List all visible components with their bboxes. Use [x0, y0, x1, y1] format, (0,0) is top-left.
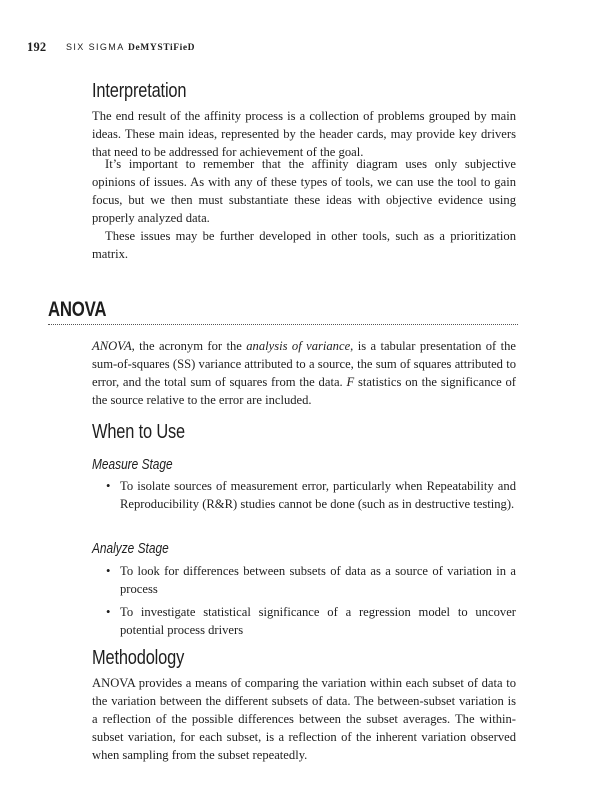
section-divider — [48, 324, 518, 325]
list-item — [92, 477, 516, 513]
anova-intro-paragraph — [92, 337, 516, 409]
anova-intro-b: , is a tabular presentation of the sum-of-squares (SS) variance attributed to a source, the sum of squares attributed to error, and the total sum of squares from the data. — [92, 339, 517, 389]
analyze-stage-list — [92, 562, 516, 639]
list-item-text: To investigate statistical significance of a regression model to uncover potential process drivers — [120, 605, 516, 637]
interpretation-paragraph-2 — [92, 155, 516, 227]
anova-intro-italic: analysis of variance — [246, 339, 351, 353]
list-item — [92, 603, 516, 639]
interpretation-paragraph-1: The end result of the affinity process is a collection of problems grouped by main ideas. These main ideas, represented by the header cards, may provide key drivers that need to be addressed for achievement of the goal. — [92, 109, 516, 159]
bullet-icon: • — [106, 564, 111, 578]
list-item-text: To isolate sources of measurement error, particularly when Repeatability and Reproducibility (R&R) studies cannot be done (such as in destructive testing). — [120, 479, 516, 511]
running-title-bold: DeMYSTiFieD — [128, 43, 196, 53]
interpretation-paragraph-3-text: These issues may be further developed in other tools, such as a prioritization matrix. — [92, 229, 516, 261]
analyze-stage-heading: Analyze Stage — [92, 541, 169, 557]
interpretation-paragraph-2-text: It’s important to remember that the affinity diagram uses only subjective opinions of issues. As with any of these types of tools, we can use the tool to gain focus, but we then must substantiate these ideas with objective evidence using properly analyzed data. — [92, 157, 516, 225]
methodology-heading: Methodology — [92, 647, 185, 669]
list-item — [92, 562, 516, 598]
bullet-icon: • — [106, 479, 111, 493]
anova-heading: ANOVA — [48, 298, 107, 321]
bullet-icon: • — [106, 605, 111, 619]
running-title — [66, 42, 195, 53]
methodology-paragraph: ANOVA provides a means of comparing the variation within each subset of data to the variation between the different subsets of data. The between-subset variation is a reflection of the possible differences between the subset averages. The within-subset variation, for each subset, is a reflection of the inherent variation observed when sampling from the subset repeatedly. — [92, 676, 516, 762]
page-number: 192 — [27, 40, 47, 54]
measure-stage-heading: Measure Stage — [92, 457, 173, 473]
anova-f-statistic: F — [346, 375, 355, 389]
running-title-plain: SIX SIGMA — [66, 42, 129, 52]
interpretation-paragraph-3 — [92, 227, 516, 263]
list-item-text: To look for differences between subsets of data as a source of variation in a process — [120, 564, 516, 596]
interpretation-heading: Interpretation — [92, 80, 187, 102]
anova-intro-a: , the acronym for the — [131, 339, 247, 353]
anova-intro-c: statistics on the significance of the source relative to the error are included. — [92, 375, 516, 407]
when-to-use-heading: When to Use — [92, 421, 185, 443]
measure-stage-list — [92, 477, 516, 513]
anova-term: ANOVA — [92, 339, 132, 353]
